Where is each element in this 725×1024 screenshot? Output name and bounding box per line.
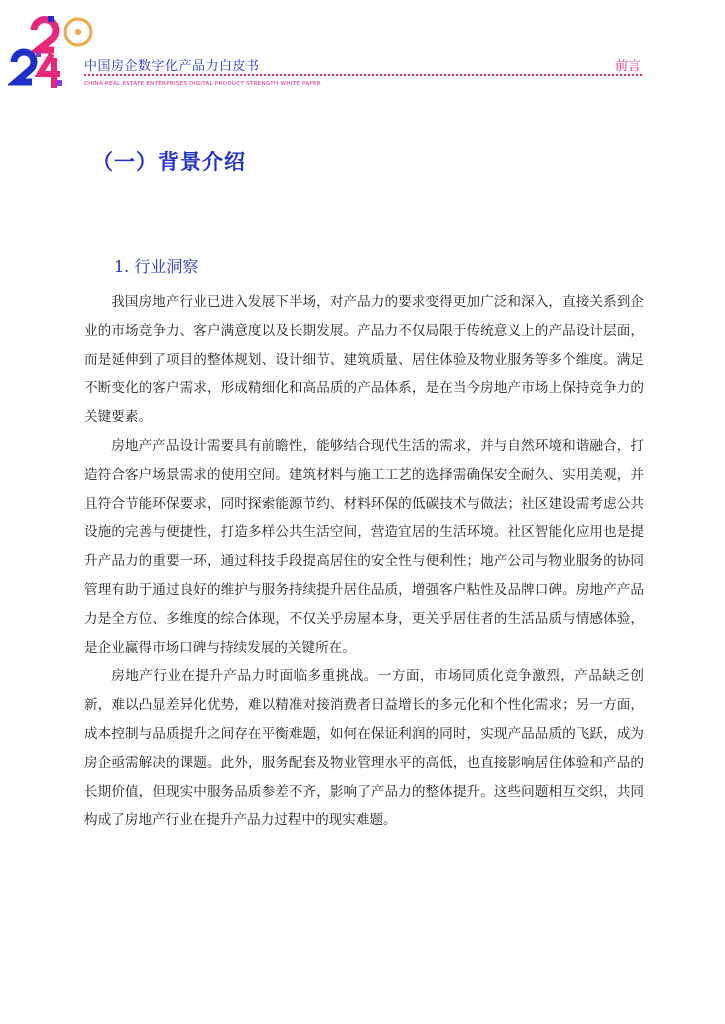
- logo-digit-2-bottom: [14, 52, 34, 82]
- document-subtitle: CHINA REAL ESTATE ENTERPRISES DIGITAL PRODUCT STRENGTH WHITE PAPER: [84, 81, 321, 87]
- section-heading: （一）背景介绍: [92, 150, 246, 174]
- logo-digit-2-top: [34, 20, 56, 50]
- paragraph: 我国房地产行业已进入发展下半场，对产品力的要求变得更加广泛和深入，直接关系到企业的市场竞争力、客户满意度以及长期发展。产品力不仅局限于传统意义上的产品设计层面，而是延伸到了项目的整体规划、设计细节、建筑质量、居住体验及物业服务等多个维度。满足不断变化的客户需求，形成精细化和高品质的产品体系，是在当今房地产市场上保持竞争力的关键要素。: [84, 294, 644, 426]
- header-divider: [84, 74, 642, 76]
- logo-block: [56, 80, 62, 86]
- logo-block: [36, 52, 41, 57]
- document-title: 中国房企数字化产品力白皮书: [84, 59, 260, 74]
- body-text: [84, 288, 644, 835]
- paragraph: 房地产产品设计需要具有前瞻性，能够结合现代生活的需求，并与自然环境和谐融合，打造符合客户场景需求的使用空间。建筑材料与施工工艺的选择需确保安全耐久、实用美观，并且符合节能环保要求，同时探索能源节约、材料环保的低碳技术与做法；社区建设需考虑公共设施的完善与便捷性，打造多样公共生活空间，营造宜居的生活环境。社区智能化应用也是提升产品力的重要一环，通过科技手段提高居住的安全性与便利性；地产公司与物业服务的协同管理有助于通过良好的维护与服务持续提升居住品质，增强客户粘性及品牌口碑。房地产产品力是全方位、多维度的综合体现，不仅关乎房屋本身，更关乎居住者的生活品质与情感体验，是企业赢得市场口碑与持续发展的关键所在。: [84, 437, 644, 656]
- logo-dot: [75, 29, 81, 35]
- section-label: 前言: [614, 59, 641, 74]
- sub-heading: 1. 行业洞察: [114, 257, 199, 276]
- paragraph: 房地产行业在提升产品力时面临多重挑战。一方面，市场同质化竞争激烈，产品缺乏创新，难以凸显差异化优势，难以精准对接消费者日益增长的多元化和个性化需求；另一方面，成本控制与品质提升之间存在平衡难题，如何在保证利润的同时，实现产品品质的飞跃，成为房企亟需解决的课题。此外，服务配套及物业管理水平的高低，也直接影响居住体验和产品的长期价值，但现实中服务品质参差不齐，影响了产品力的整体提升。这些问题相互交织，共同构成了房地产行业在提升产品力过程中的现实难题。: [84, 668, 644, 829]
- logo-block: [48, 16, 54, 22]
- year-2024-logo: [8, 10, 104, 90]
